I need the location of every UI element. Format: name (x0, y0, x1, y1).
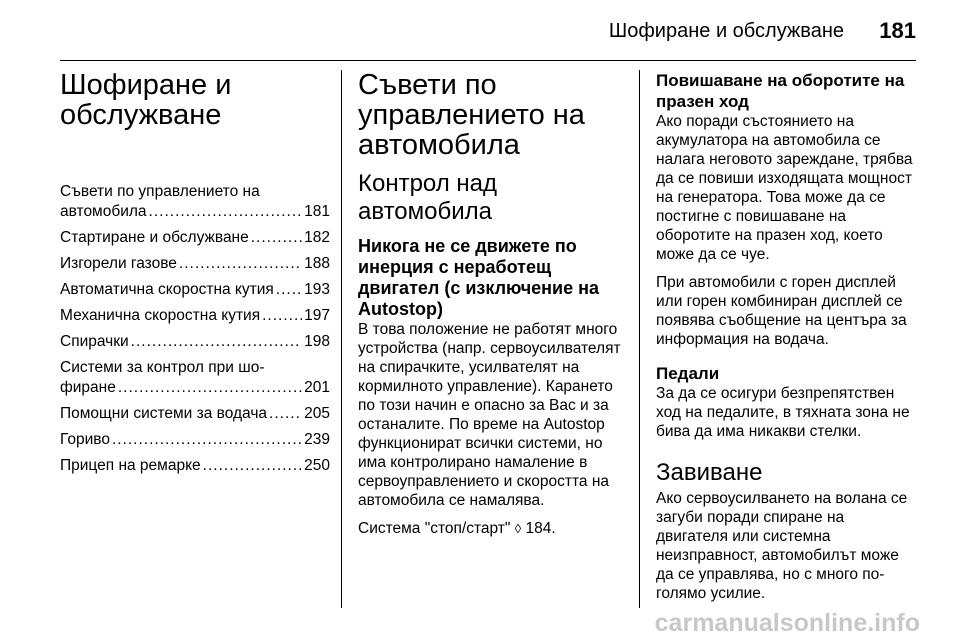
toc-entry[interactable] (60, 280, 330, 300)
toc-entry[interactable] (60, 456, 330, 476)
toc-entry-page: 239 (304, 431, 330, 448)
toc-entry-page: 193 (304, 281, 330, 298)
paragraph: Ако поради състоянието на акумулатора на автомобила се налага неговото зареждане, трябва да се повиши изходящата мощност на генератора. Това може да се постигне с повишаване на оборотите на празен ход, което може да се чуе. (656, 113, 913, 263)
page-header (0, 0, 960, 62)
paragraph: Ако сервоусилването на волана се загуби поради спиране на двигателя или системна неизправност, автомобилът може да се управлява, но с много по-голямо усилие. (656, 490, 908, 602)
toc-entry-page: 181 (304, 203, 330, 220)
paragraph: При автомобили с горен дисплей или горен комбиниран дисплей се появява съобщение на центъра за информация на водача. (656, 274, 907, 348)
toc-entry-title: Спирачки (60, 333, 129, 350)
reference-text: Система "стоп/старт" (358, 520, 511, 537)
column-divider-1 (341, 70, 342, 608)
toc-entry-page: 197 (304, 307, 330, 324)
chapter-heading: Шофиране и обслужване (60, 69, 232, 131)
reference-page[interactable]: 184. (525, 520, 556, 537)
toc-entry[interactable] (60, 358, 330, 398)
chapter-toc-column (60, 70, 330, 482)
topic-heading: Педали (656, 364, 720, 383)
toc-entry-title: Механична скоростна кутия (60, 307, 261, 324)
toc-entry-title: Прицеп на ремарке (60, 457, 201, 474)
engine-and-controls-column (656, 70, 918, 612)
toc-entry[interactable] (60, 228, 330, 248)
subsection-heading: Завиване (656, 459, 763, 486)
toc-entry-page: 182 (304, 229, 330, 246)
toc-entry[interactable] (60, 404, 330, 424)
paragraph: В това положение не работят много устройства (напр. сервоусилвателят на спирачките, усилвателят на кормилното управление). Карането по този начин е опасно за Вас и за останалите. По време на Autostop функционират всички системи, но има контролирано намаление в сервоуправлението и скоростта на автомобила се намалява. (358, 321, 621, 509)
driving-tips-column (358, 70, 626, 547)
header-title: Шофиране и обслужване (608, 20, 844, 42)
toc-entry-title: Гориво (60, 431, 110, 448)
paragraph: За да се осигури безпрепятствен ход на педалите, в тяхната зона не бива да има никакви стелки. (656, 385, 910, 440)
toc-entry-page: 250 (304, 457, 330, 474)
header-divider (60, 60, 916, 61)
toc-entry-title: Стартиране и обслужване (60, 229, 249, 246)
toc-entry[interactable] (60, 182, 330, 222)
column-divider-2 (639, 70, 640, 608)
toc-entry-title: фиране (60, 379, 116, 396)
cross-reference (358, 519, 626, 538)
toc-entry-title-line1: Съвети по управлението на (60, 183, 260, 200)
toc-entry-page: 205 (304, 405, 330, 422)
toc-entry[interactable] (60, 332, 330, 352)
toc-entry-title-line1: Системи за контрол при шо- (60, 359, 265, 376)
subsection-heading: Контрол над автомобила (358, 170, 498, 225)
toc-entry[interactable] (60, 306, 330, 326)
topic-heading: Повишаване на оборотите на празен ход (656, 71, 905, 111)
page-number: 181 (879, 18, 916, 43)
toc-entry[interactable] (60, 254, 330, 274)
toc-entry-page: 201 (304, 379, 330, 396)
watermark: carmanualsonline.info (654, 609, 920, 637)
toc-entry-title: Помощни системи за водача (60, 405, 268, 422)
toc-entry-page: 188 (304, 255, 330, 272)
toc-entry-title: Изгорели газове (60, 255, 177, 272)
toc-entry[interactable] (60, 430, 330, 450)
topic-heading: Никога не се движете по инерция с неработещ двигател (с изключение на Autostop) (358, 236, 599, 319)
toc-entry-title: автомобила (60, 203, 147, 220)
section-heading: Съвети по управлението на автомобила (358, 69, 585, 161)
toc-entry-title: Автоматична скоростна кутия (60, 281, 274, 298)
toc-entry-page: 198 (304, 333, 330, 350)
page-reference-icon: ◊ (514, 521, 522, 536)
